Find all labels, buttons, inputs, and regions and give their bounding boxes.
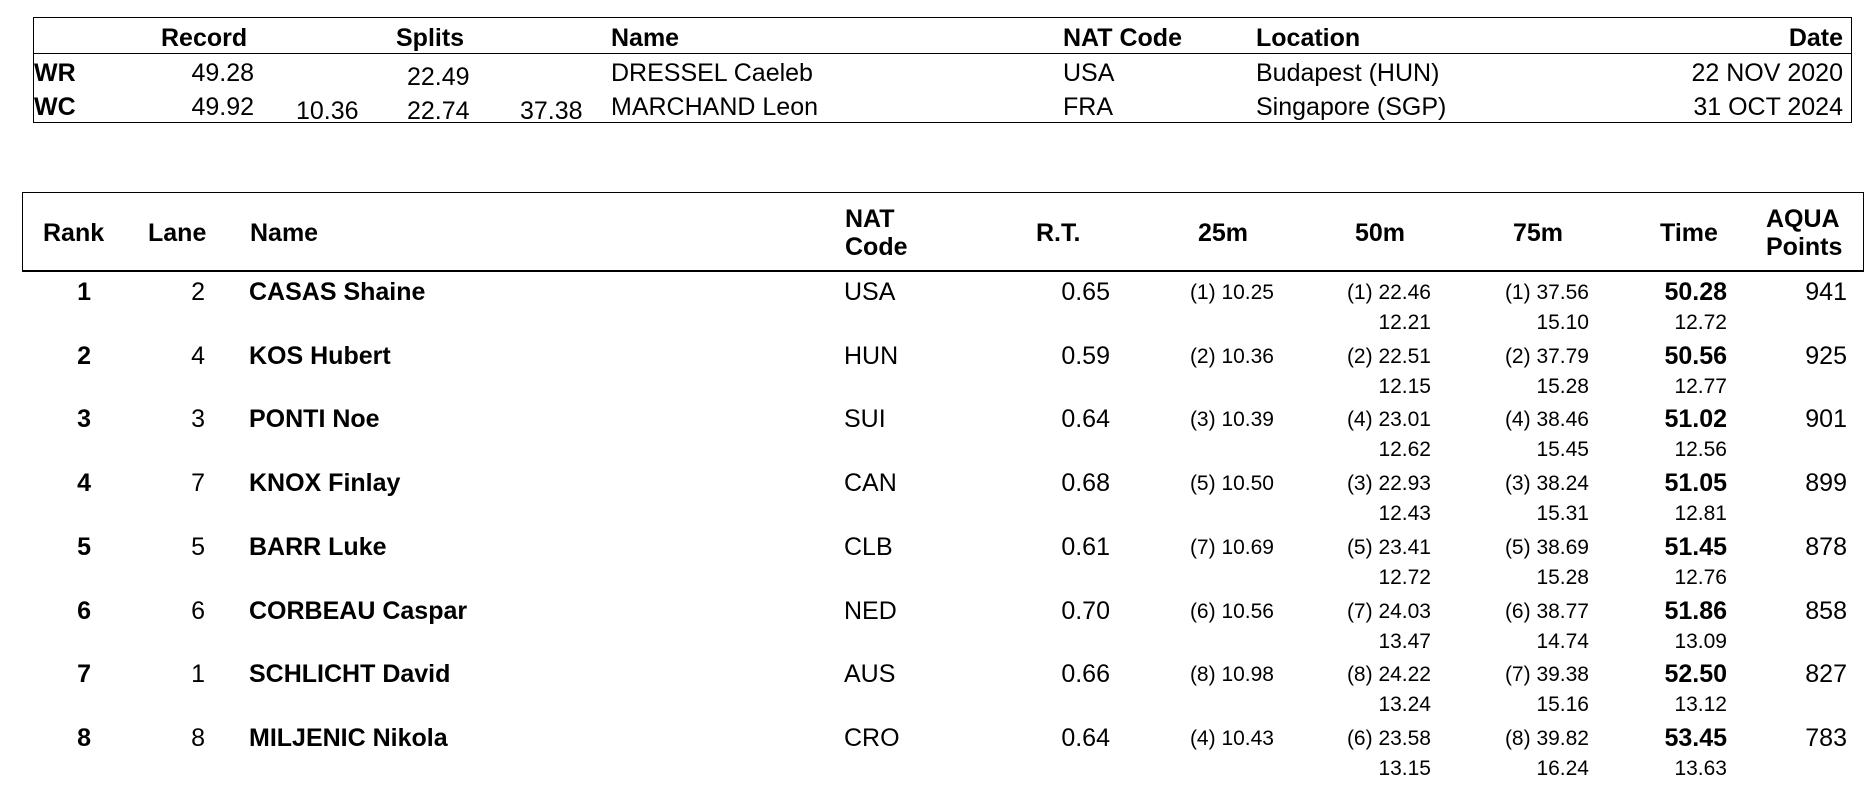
split-75m-lap: 15.28 (1536, 565, 1589, 589)
split-25m: (3) 10.39 (1189, 408, 1274, 432)
split-75m: (5) 38.69 (1504, 535, 1589, 559)
athlete-name: BARR Luke (249, 532, 387, 561)
records-header-date: Date (1788, 24, 1843, 52)
lane-cell: 4 (191, 341, 205, 370)
split-50m-lap: 13.15 (1378, 756, 1431, 780)
records-header-location: Location (1256, 24, 1361, 52)
split-75m-lap: 15.31 (1536, 502, 1589, 526)
aqua-points: 925 (1805, 341, 1847, 370)
split-25m: (8) 10.98 (1189, 663, 1274, 687)
athlete-name: CASAS Shaine (249, 278, 426, 306)
final-time: 51.86 (1664, 596, 1727, 625)
reaction-time: 0.64 (1061, 723, 1110, 752)
rank-cell: 5 (77, 532, 91, 561)
record-split-1: 10.36 (296, 97, 359, 125)
final-time-lap: 12.81 (1674, 502, 1727, 526)
results-header-nat: NAT (845, 205, 895, 233)
nat-cell: NED (844, 596, 897, 625)
athlete-name: CORBEAU Caspar (249, 596, 468, 625)
record-name: DRESSEL Caeleb (611, 59, 813, 87)
reaction-time: 0.64 (1061, 405, 1110, 434)
records-header-splits: Splits (396, 24, 465, 52)
split-25m: (4) 10.43 (1189, 726, 1274, 750)
records-header-nat: NAT Code (1063, 24, 1182, 52)
split-50m: (2) 22.51 (1346, 344, 1431, 368)
split-25m: (5) 10.50 (1189, 472, 1274, 496)
split-75m-lap: 16.24 (1536, 756, 1589, 780)
split-50m-lap: 12.72 (1378, 565, 1431, 589)
record-location: Budapest (HUN) (1256, 59, 1440, 87)
final-time: 51.02 (1664, 405, 1727, 434)
split-75m: (4) 38.46 (1504, 408, 1589, 432)
nat-cell: CLB (844, 532, 893, 561)
nat-cell: CAN (844, 469, 897, 498)
rank-cell: 4 (77, 469, 91, 498)
split-25m: (1) 10.25 (1189, 281, 1274, 304)
split-50m-lap: 12.43 (1378, 502, 1431, 526)
results-header-25m: 25m (1198, 219, 1249, 247)
split-50m: (3) 22.93 (1346, 472, 1431, 496)
reaction-time: 0.59 (1061, 341, 1110, 370)
reaction-time: 0.65 (1061, 278, 1110, 306)
record-nat: FRA (1063, 93, 1113, 121)
final-time: 51.45 (1664, 532, 1727, 561)
aqua-points: 878 (1805, 532, 1847, 561)
split-50m-lap: 12.21 (1378, 311, 1431, 334)
aqua-points: 899 (1805, 469, 1847, 498)
split-25m: (2) 10.36 (1189, 344, 1274, 368)
nat-cell: CRO (844, 723, 900, 752)
rank-cell: 2 (77, 341, 91, 370)
record-label: WC (34, 93, 76, 121)
record-split-2: 22.74 (407, 97, 470, 125)
split-25m: (7) 10.69 (1189, 535, 1274, 559)
final-time-lap: 12.56 (1674, 438, 1727, 462)
results-header-lane: Lane (148, 219, 207, 247)
reaction-time: 0.66 (1061, 660, 1110, 689)
results-header (22, 192, 1864, 272)
record-date: 22 NOV 2020 (1691, 59, 1843, 87)
nat-cell: SUI (844, 405, 886, 434)
table-row (22, 532, 1864, 599)
lane-cell: 8 (191, 723, 205, 752)
record-label: WR (34, 59, 76, 87)
rank-cell: 7 (77, 660, 91, 689)
split-75m-lap: 15.16 (1536, 693, 1589, 717)
split-50m-lap: 12.15 (1378, 374, 1431, 398)
rank-cell: 6 (77, 596, 91, 625)
record-name: MARCHAND Leon (611, 93, 819, 121)
reaction-time: 0.61 (1061, 532, 1110, 561)
rank-cell: 3 (77, 405, 91, 434)
final-time: 52.50 (1664, 660, 1727, 689)
results-header-time: Time (1660, 219, 1718, 247)
split-50m-lap: 13.24 (1378, 693, 1431, 717)
rank-cell: 8 (77, 723, 91, 752)
records-header-divider (34, 53, 1851, 54)
aqua-points: 827 (1805, 660, 1847, 689)
lane-cell: 7 (191, 469, 205, 498)
results-header-nat-code: Code (845, 233, 908, 261)
split-50m: (8) 24.22 (1346, 663, 1431, 687)
table-row (22, 662, 1864, 726)
final-time-lap: 13.12 (1674, 693, 1727, 717)
lane-cell: 3 (191, 405, 205, 434)
records-table (33, 17, 1852, 123)
results-header-name: Name (250, 219, 319, 247)
final-time-lap: 12.76 (1674, 565, 1727, 589)
split-75m: (6) 38.77 (1504, 599, 1589, 623)
final-time: 53.45 (1664, 723, 1727, 752)
records-header-name: Name (611, 24, 680, 52)
record-split-3: 37.38 (520, 97, 583, 125)
split-75m: (3) 38.24 (1504, 472, 1589, 496)
reaction-time: 0.70 (1061, 596, 1110, 625)
lane-cell: 1 (191, 660, 205, 689)
results-header-rt: R.T. (1036, 219, 1081, 247)
split-50m: (1) 22.46 (1346, 281, 1431, 304)
split-75m-lap: 15.10 (1536, 311, 1589, 334)
lane-cell: 2 (191, 278, 205, 306)
lane-cell: 6 (191, 596, 205, 625)
results-header-50m: 50m (1355, 219, 1406, 247)
nat-cell: USA (844, 278, 896, 306)
aqua-points: 901 (1805, 405, 1847, 434)
results-header-aqua: AQUA (1766, 205, 1840, 233)
split-75m-lap: 14.74 (1536, 629, 1589, 653)
final-time: 50.28 (1664, 278, 1727, 306)
aqua-points: 783 (1805, 723, 1847, 752)
nat-cell: AUS (844, 660, 896, 689)
record-split-2: 22.49 (407, 63, 470, 91)
final-time: 50.56 (1664, 341, 1727, 370)
athlete-name: KOS Hubert (249, 341, 391, 370)
final-time: 51.05 (1664, 469, 1727, 498)
final-time-lap: 12.72 (1674, 311, 1727, 334)
final-time-lap: 13.63 (1674, 756, 1727, 780)
split-75m: (2) 37.79 (1504, 344, 1589, 368)
split-75m: (8) 39.82 (1504, 726, 1589, 750)
table-row (22, 341, 1864, 408)
rank-cell: 1 (77, 278, 91, 306)
split-50m-lap: 12.62 (1378, 438, 1431, 462)
record-date: 31 OCT 2024 (1693, 93, 1843, 121)
split-75m: (1) 37.56 (1504, 281, 1589, 304)
results-header-rank: Rank (43, 219, 105, 247)
table-row (22, 596, 1864, 663)
athlete-name: PONTI Noe (249, 405, 380, 434)
split-75m-lap: 15.28 (1536, 374, 1589, 398)
reaction-time: 0.68 (1061, 469, 1110, 498)
table-row (22, 471, 1864, 535)
nat-cell: HUN (844, 341, 899, 370)
split-50m: (6) 23.58 (1346, 726, 1431, 750)
results-header-75m: 75m (1513, 219, 1564, 247)
final-time-lap: 13.09 (1674, 629, 1727, 653)
results-header-points: Points (1766, 233, 1843, 261)
lane-cell: 5 (191, 532, 205, 561)
record-nat: USA (1063, 59, 1115, 87)
records-header-record: Record (161, 24, 248, 52)
table-row (22, 280, 1864, 344)
final-time-lap: 12.77 (1674, 374, 1727, 398)
table-row (22, 723, 1864, 790)
split-25m: (6) 10.56 (1189, 599, 1274, 623)
split-75m: (7) 39.38 (1504, 663, 1589, 687)
split-50m: (7) 24.03 (1346, 599, 1431, 623)
split-50m: (4) 23.01 (1346, 408, 1431, 432)
table-row (22, 407, 1864, 471)
aqua-points: 941 (1805, 278, 1847, 306)
split-50m-lap: 13.47 (1378, 629, 1431, 653)
athlete-name: SCHLICHT David (249, 660, 451, 689)
record-location: Singapore (SGP) (1256, 93, 1447, 121)
split-75m-lap: 15.45 (1536, 438, 1589, 462)
results-table (22, 192, 1864, 780)
aqua-points: 858 (1805, 596, 1847, 625)
record-time: 49.92 (191, 93, 254, 121)
athlete-name: MILJENIC Nikola (249, 723, 448, 752)
athlete-name: KNOX Finlay (249, 469, 401, 498)
record-time: 49.28 (191, 59, 254, 87)
split-50m: (5) 23.41 (1346, 535, 1431, 559)
